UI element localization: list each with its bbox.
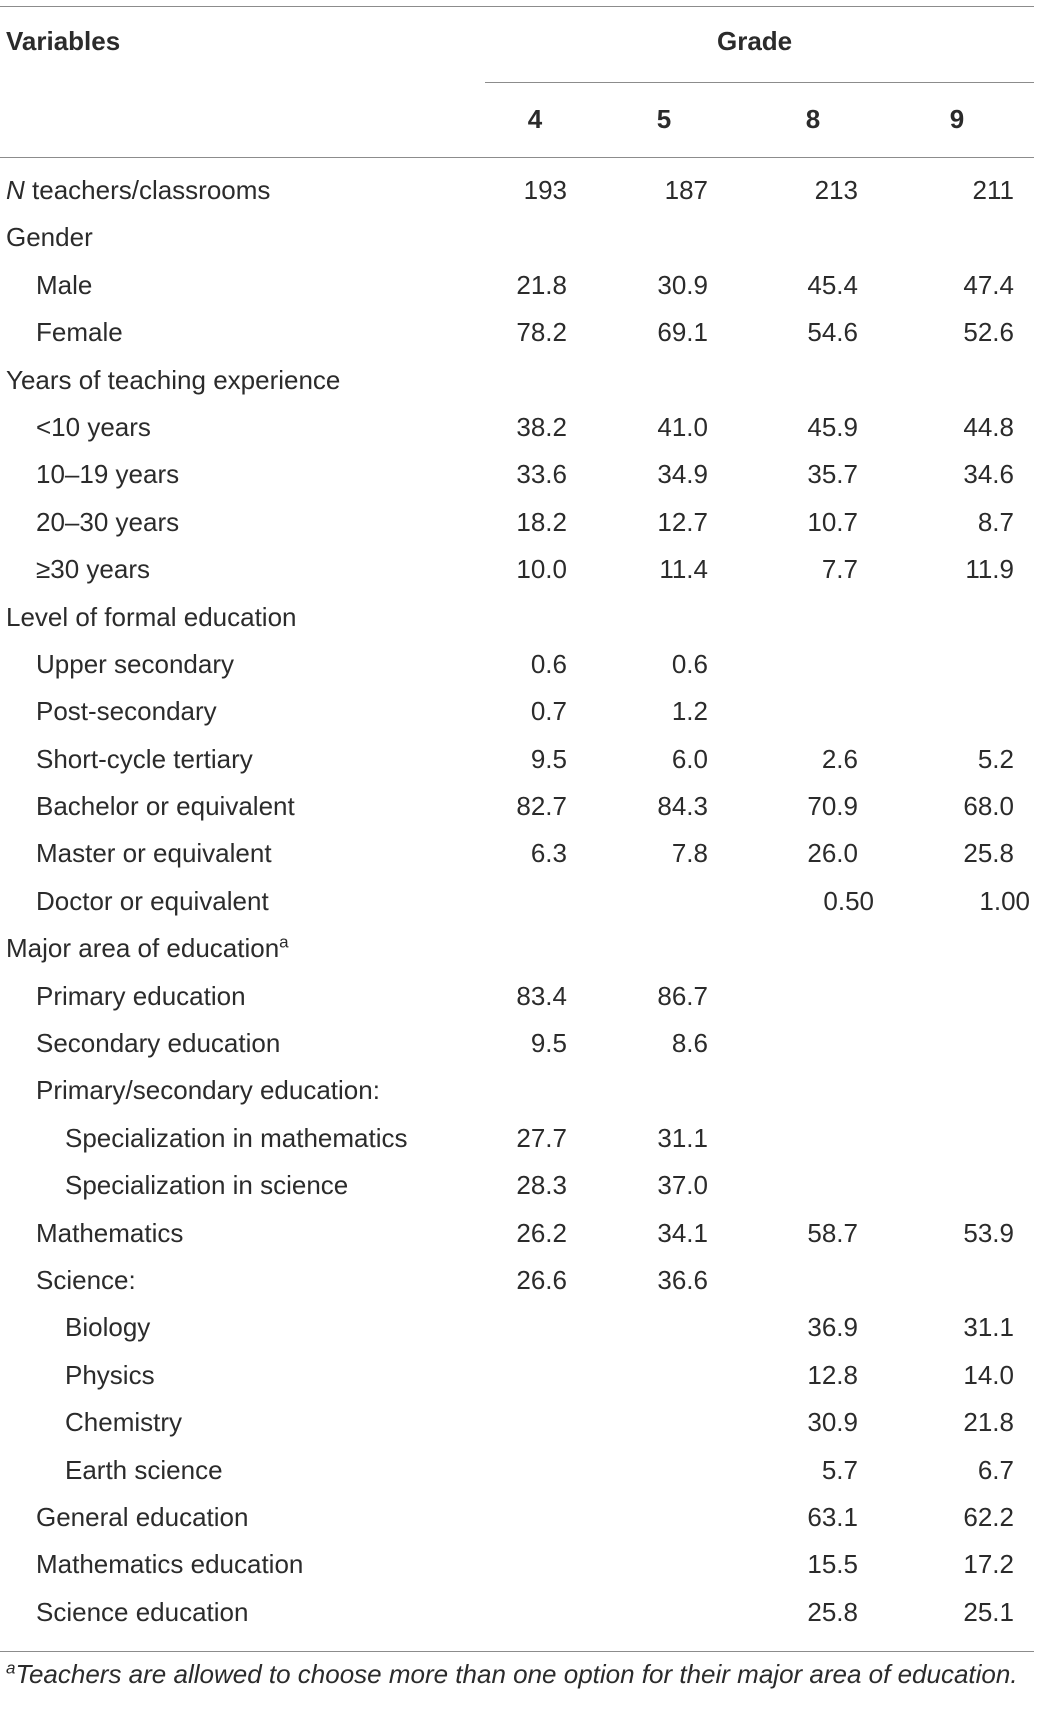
row-label-text: Major area of education <box>6 933 280 964</box>
value-grade-9: 31.1 <box>963 1312 1014 1343</box>
value-grade-9: 34.6 <box>963 459 1014 490</box>
row-label <box>6 167 270 214</box>
value-grade-8: 63.1 <box>807 1501 858 1532</box>
value-grade-4: 0.6 <box>530 648 567 679</box>
table-row <box>0 309 1034 356</box>
row-label <box>36 1494 248 1541</box>
row-label <box>65 1352 155 1399</box>
value-grade-5: 34.9 <box>657 459 708 490</box>
header-grade-8: 8 <box>805 104 821 134</box>
value-grade-9: 17.2 <box>963 1549 1014 1580</box>
row-label-text: ≥30 years <box>36 554 150 585</box>
row-label-text: Female <box>36 317 123 348</box>
value-grade-5: 31.1 <box>657 1122 708 1153</box>
value-grade-4: 26.6 <box>516 1264 567 1295</box>
value-grade-4: 78.2 <box>516 317 567 348</box>
row-label-text: 20–30 years <box>36 506 180 537</box>
row-label <box>36 783 295 830</box>
table-row <box>0 1257 1034 1304</box>
table-row <box>0 1210 1034 1257</box>
table-row <box>0 925 1034 972</box>
value-grade-4: 82.7 <box>516 791 567 822</box>
row-label <box>36 546 150 593</box>
row-label-text: Mathematics <box>36 1217 184 1248</box>
table-row <box>0 783 1034 830</box>
row-label <box>36 641 234 688</box>
table-row <box>0 1589 1034 1636</box>
footnote-text: Teachers are allowed to choose more than one option for their major area of education. <box>15 1659 1018 1689</box>
value-grade-4: 27.7 <box>516 1122 567 1153</box>
table-top-rule <box>0 6 1034 7</box>
value-grade-5: 0.6 <box>671 648 708 679</box>
row-label <box>65 1399 182 1446</box>
value-grade-5: 69.1 <box>657 317 708 348</box>
table-row <box>0 262 1034 309</box>
value-grade-4: 9.5 <box>530 743 567 774</box>
value-grade-8: 5.7 <box>821 1454 858 1485</box>
row-label <box>6 925 289 972</box>
table-row <box>0 404 1034 451</box>
table-row <box>0 1020 1034 1067</box>
value-grade-9: 211 <box>972 175 1014 205</box>
table-row <box>0 214 1034 261</box>
value-grade-8: 26.0 <box>807 838 858 869</box>
row-label-text: Science: <box>36 1264 136 1295</box>
row-label <box>36 973 246 1020</box>
value-grade-8: 0.50 <box>823 885 874 916</box>
grade-spanner-rule <box>485 82 1034 83</box>
row-label <box>36 499 179 546</box>
value-grade-9: 11.9 <box>965 554 1014 585</box>
value-grade-9: 53.9 <box>963 1217 1014 1248</box>
row-label-text: Biology <box>65 1312 151 1343</box>
table-bottom-rule <box>0 1651 1034 1652</box>
value-grade-9: 62.2 <box>963 1501 1014 1532</box>
row-label <box>36 404 151 451</box>
value-grade-8: 54.6 <box>807 317 858 348</box>
row-label-text: Level of formal education <box>6 601 297 632</box>
value-grade-5: 11.4 <box>659 554 708 585</box>
row-label <box>65 1162 348 1209</box>
value-grade-5: 187 <box>664 175 708 205</box>
value-grade-4: 21.8 <box>516 269 567 300</box>
table-row <box>0 594 1034 641</box>
value-grade-5: 6.0 <box>671 743 708 774</box>
value-grade-5: 86.7 <box>657 980 708 1011</box>
table-row <box>0 641 1034 688</box>
row-label-text: <10 years <box>36 411 151 442</box>
row-label-text: Master or equivalent <box>36 838 272 869</box>
table-row <box>0 688 1034 735</box>
value-grade-9: 8.7 <box>977 506 1014 537</box>
row-label-text: General education <box>36 1501 249 1532</box>
row-label <box>36 1067 380 1114</box>
row-label-text: Science education <box>36 1596 249 1627</box>
row-label <box>36 688 217 735</box>
row-label <box>6 214 93 261</box>
row-label <box>65 1115 408 1162</box>
table-row <box>0 167 1034 214</box>
value-grade-8: 2.6 <box>821 743 858 774</box>
table-row <box>0 1399 1034 1446</box>
value-grade-4: 193 <box>523 175 567 205</box>
row-label <box>36 1541 303 1588</box>
row-label-text: 10–19 years <box>36 459 180 490</box>
value-grade-4: 0.7 <box>530 696 567 727</box>
value-grade-8: 36.9 <box>807 1312 858 1343</box>
table-row <box>0 878 1034 925</box>
row-label-text: Primary education <box>36 980 246 1011</box>
value-grade-9: 5.2 <box>977 743 1014 774</box>
row-label-text: Chemistry <box>65 1407 183 1438</box>
value-grade-8: 70.9 <box>807 791 858 822</box>
row-label-text: Male <box>36 269 93 300</box>
header-grade-4: 4 <box>527 104 543 134</box>
row-label-text: teachers/classrooms <box>24 175 271 205</box>
row-label-text: Doctor or equivalent <box>36 885 269 916</box>
value-grade-4: 33.6 <box>516 459 567 490</box>
row-label <box>36 262 92 309</box>
value-grade-4: 28.3 <box>516 1170 567 1201</box>
table-row <box>0 1162 1034 1209</box>
row-label <box>6 594 297 641</box>
value-grade-5: 36.6 <box>657 1264 708 1295</box>
row-label <box>65 1447 223 1494</box>
row-label-text: Specialization in mathematics <box>65 1122 408 1153</box>
value-grade-8: 213 <box>814 175 858 205</box>
value-grade-8: 45.4 <box>807 269 858 300</box>
value-grade-8: 30.9 <box>807 1407 858 1438</box>
value-grade-9: 47.4 <box>963 269 1014 300</box>
value-grade-8: 58.7 <box>807 1217 858 1248</box>
value-grade-5: 7.8 <box>671 838 708 869</box>
row-label <box>65 1304 150 1351</box>
value-grade-4: 26.2 <box>516 1217 567 1248</box>
footnote-reference: a <box>279 932 289 952</box>
row-label-text: Years of teaching experience <box>6 364 341 395</box>
row-label <box>6 357 340 404</box>
row-label <box>36 878 269 925</box>
value-grade-8: 10.7 <box>807 506 858 537</box>
table-row <box>0 1352 1034 1399</box>
header-variables: Variables <box>6 26 121 56</box>
row-label-text: Gender <box>6 222 93 253</box>
value-grade-9: 52.6 <box>963 317 1014 348</box>
row-label-text: Post-secondary <box>36 696 217 727</box>
value-grade-9: 21.8 <box>963 1407 1014 1438</box>
row-label-text: Specialization in science <box>65 1170 349 1201</box>
value-grade-9: 25.8 <box>963 838 1014 869</box>
table-row <box>0 973 1034 1020</box>
value-grade-5: 41.0 <box>657 411 708 442</box>
row-label-text: Upper secondary <box>36 648 234 679</box>
table-row <box>0 357 1034 404</box>
row-label <box>36 309 123 356</box>
table-body <box>0 167 1034 1636</box>
row-label <box>36 736 253 783</box>
row-label <box>36 830 272 877</box>
row-label-prefix: N <box>6 175 25 205</box>
table-row <box>0 830 1034 877</box>
value-grade-5: 34.1 <box>657 1217 708 1248</box>
table-row <box>0 546 1034 593</box>
table-row <box>0 736 1034 783</box>
value-grade-9: 1.00 <box>979 885 1030 916</box>
value-grade-4: 83.4 <box>516 980 567 1011</box>
table-row <box>0 451 1034 498</box>
footnote-marker: a <box>6 1658 16 1678</box>
value-grade-4: 9.5 <box>530 1028 567 1059</box>
value-grade-5: 8.6 <box>671 1028 708 1059</box>
value-grade-4: 38.2 <box>516 411 567 442</box>
table-row <box>0 1494 1034 1541</box>
row-label-text: Short-cycle tertiary <box>36 743 253 774</box>
table-row <box>0 499 1034 546</box>
value-grade-8: 15.5 <box>807 1549 858 1580</box>
value-grade-4: 18.2 <box>516 506 567 537</box>
value-grade-9: 25.1 <box>963 1596 1014 1627</box>
row-label <box>36 1589 248 1636</box>
value-grade-8: 45.9 <box>807 411 858 442</box>
value-grade-5: 1.2 <box>671 696 708 727</box>
value-grade-5: 30.9 <box>657 269 708 300</box>
value-grade-8: 12.8 <box>807 1359 858 1390</box>
value-grade-9: 14.0 <box>963 1359 1014 1390</box>
table-row <box>0 1115 1034 1162</box>
table-footnote <box>6 1655 1032 1693</box>
value-grade-9: 44.8 <box>963 411 1014 442</box>
table-row <box>0 1304 1034 1351</box>
table-row <box>0 1541 1034 1588</box>
value-grade-9: 6.7 <box>977 1454 1014 1485</box>
row-label <box>36 1210 183 1257</box>
value-grade-8: 7.7 <box>821 554 858 585</box>
value-grade-8: 25.8 <box>807 1596 858 1627</box>
row-label-text: Bachelor or equivalent <box>36 791 295 822</box>
row-label-text: Mathematics education <box>36 1549 304 1580</box>
value-grade-5: 37.0 <box>657 1170 708 1201</box>
row-label <box>36 1020 280 1067</box>
header-grade-9: 9 <box>949 104 965 134</box>
row-label-text: Earth science <box>65 1454 223 1485</box>
row-label-text: Physics <box>65 1359 155 1390</box>
row-label-text: Primary/secondary education: <box>36 1075 380 1106</box>
table-row <box>0 1447 1034 1494</box>
value-grade-4: 6.3 <box>530 838 567 869</box>
value-grade-4: 10.0 <box>516 554 567 585</box>
row-label <box>36 1257 136 1304</box>
row-label <box>36 451 179 498</box>
row-label-text: Secondary education <box>36 1028 281 1059</box>
value-grade-5: 12.7 <box>657 506 708 537</box>
value-grade-9: 68.0 <box>963 791 1014 822</box>
value-grade-8: 35.7 <box>807 459 858 490</box>
table-row <box>0 1067 1034 1114</box>
header-grade: Grade <box>717 26 793 56</box>
header-bottom-rule <box>0 157 1034 158</box>
header-grade-5: 5 <box>656 104 672 134</box>
value-grade-5: 84.3 <box>657 791 708 822</box>
